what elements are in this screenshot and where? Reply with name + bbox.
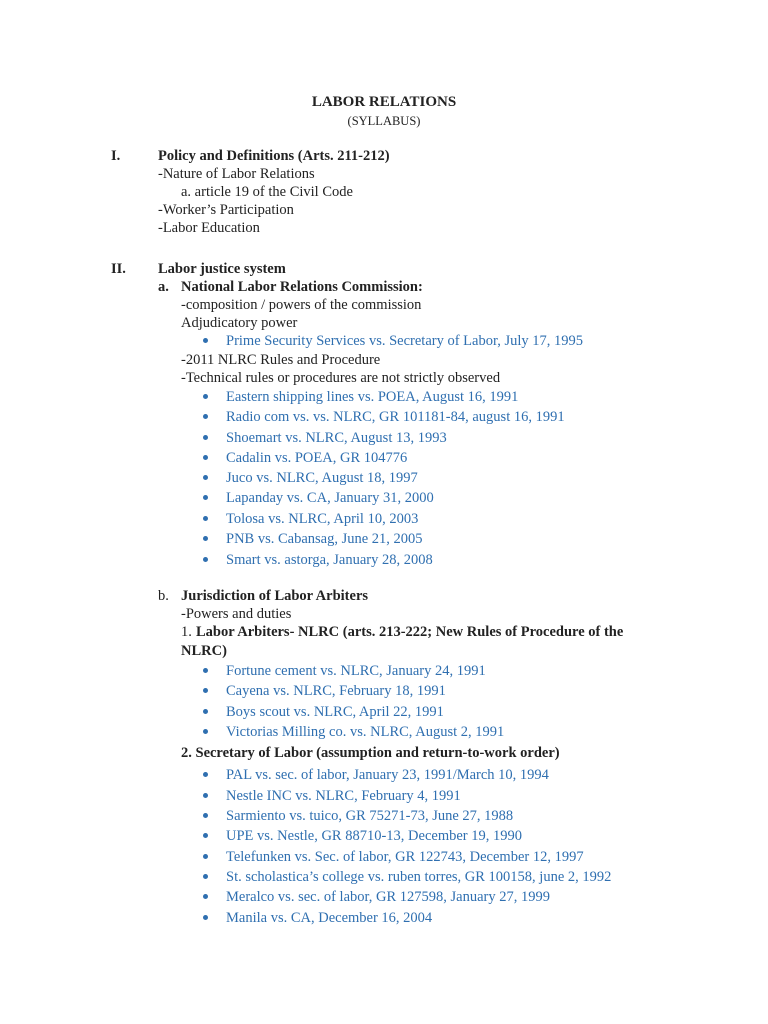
- subsection-b-heading: Jurisdiction of Labor Arbiters: [181, 588, 369, 604]
- case-item: St. scholastica’s college vs. ruben torres, GR 100158, june 2, 1992: [226, 869, 612, 885]
- section-1-heading: Policy and Definitions (Arts. 211-212): [158, 148, 390, 164]
- case-item: UPE vs. Nestle, GR 88710-13, December 19, 1990: [226, 828, 522, 844]
- document-subtitle: (SYLLABUS): [347, 114, 421, 128]
- subsection-b-text: -Powers and duties: [181, 606, 292, 622]
- bullet-icon: [203, 772, 208, 777]
- case-item: Tolosa vs. NLRC, April 10, 2003: [226, 511, 419, 527]
- case-item: Cayena vs. NLRC, February 18, 1991: [226, 683, 446, 699]
- bullet-icon: [203, 915, 208, 920]
- section-2-heading: Labor justice system: [158, 261, 286, 277]
- subsection-b2-heading: 2. Secretary of Labor (assumption and return-to-work order): [181, 745, 560, 761]
- bullet-icon: [203, 668, 208, 673]
- section-1-item: -Worker’s Participation: [158, 202, 294, 218]
- bullet-icon: [203, 874, 208, 879]
- subsection-a-text: -composition / powers of the commission: [181, 297, 422, 313]
- bullet-icon: [203, 394, 208, 399]
- case-item: Sarmiento vs. tuico, GR 75271-73, June 27, 1988: [226, 808, 514, 824]
- case-item: Meralco vs. sec. of labor, GR 127598, January 27, 1999: [226, 889, 550, 905]
- section-1-numeral: I.: [111, 148, 121, 164]
- bullet-icon: [203, 495, 208, 500]
- document-title: LABOR RELATIONS: [311, 94, 457, 110]
- subsection-b1-heading-cont: NLRC): [181, 643, 227, 659]
- section-1-item: a. article 19 of the Civil Code: [181, 184, 353, 200]
- case-item: Smart vs. astorga, January 28, 2008: [226, 552, 433, 568]
- subsection-b1-heading: Labor Arbiters- NLRC (arts. 213-222; New Rules of Procedure of the: [196, 624, 624, 640]
- bullet-icon: [203, 793, 208, 798]
- case-item: Juco vs. NLRC, August 18, 1997: [226, 470, 418, 486]
- case-item: Lapanday vs. CA, January 31, 2000: [226, 490, 434, 506]
- bullet-icon: [203, 338, 208, 343]
- case-item: Victorias Milling co. vs. NLRC, August 2, 1991: [226, 724, 505, 740]
- bullet-icon: [203, 475, 208, 480]
- bullet-icon: [203, 435, 208, 440]
- bullet-icon: [203, 813, 208, 818]
- subsection-b-letter: b.: [158, 588, 169, 604]
- case-item: Fortune cement vs. NLRC, January 24, 1991: [226, 663, 486, 679]
- section-1-item: -Labor Education: [158, 220, 260, 236]
- bullet-icon: [203, 688, 208, 693]
- subsection-b1-number: 1.: [181, 624, 192, 640]
- bullet-icon: [203, 516, 208, 521]
- subsection-a-letter: a.: [158, 279, 169, 295]
- case-item: PAL vs. sec. of labor, January 23, 1991/March 10, 1994: [226, 767, 549, 783]
- subsection-a-heading: National Labor Relations Commission:: [181, 279, 423, 295]
- case-item: Radio com vs. vs. NLRC, GR 101181-84, august 16, 1991: [226, 409, 565, 425]
- case-item: Nestle INC vs. NLRC, February 4, 1991: [226, 788, 461, 804]
- bullet-icon: [203, 729, 208, 734]
- case-item: Prime Security Services vs. Secretary of Labor, July 17, 1995: [226, 333, 584, 349]
- bullet-icon: [203, 536, 208, 541]
- section-1-item: -Nature of Labor Relations: [158, 166, 315, 182]
- case-item: Boys scout vs. NLRC, April 22, 1991: [226, 704, 444, 720]
- case-item: Cadalin vs. POEA, GR 104776: [226, 450, 408, 466]
- bullet-icon: [203, 455, 208, 460]
- bullet-icon: [203, 833, 208, 838]
- case-item: Manila vs. CA, December 16, 2004: [226, 910, 433, 926]
- subsection-a-text: -Technical rules or procedures are not strictly observed: [181, 370, 501, 386]
- case-item: Shoemart vs. NLRC, August 13, 1993: [226, 430, 447, 446]
- case-item: Telefunken vs. Sec. of labor, GR 122743, December 12, 1997: [226, 849, 584, 865]
- subsection-a-text: Adjudicatory power: [181, 315, 298, 331]
- section-2-numeral: II.: [111, 261, 126, 277]
- bullet-icon: [203, 557, 208, 562]
- bullet-icon: [203, 709, 208, 714]
- subsection-a-text: -2011 NLRC Rules and Procedure: [181, 352, 381, 368]
- case-item: PNB vs. Cabansag, June 21, 2005: [226, 531, 423, 547]
- bullet-icon: [203, 854, 208, 859]
- case-item: Eastern shipping lines vs. POEA, August 16, 1991: [226, 389, 519, 405]
- bullet-icon: [203, 414, 208, 419]
- bullet-icon: [203, 894, 208, 899]
